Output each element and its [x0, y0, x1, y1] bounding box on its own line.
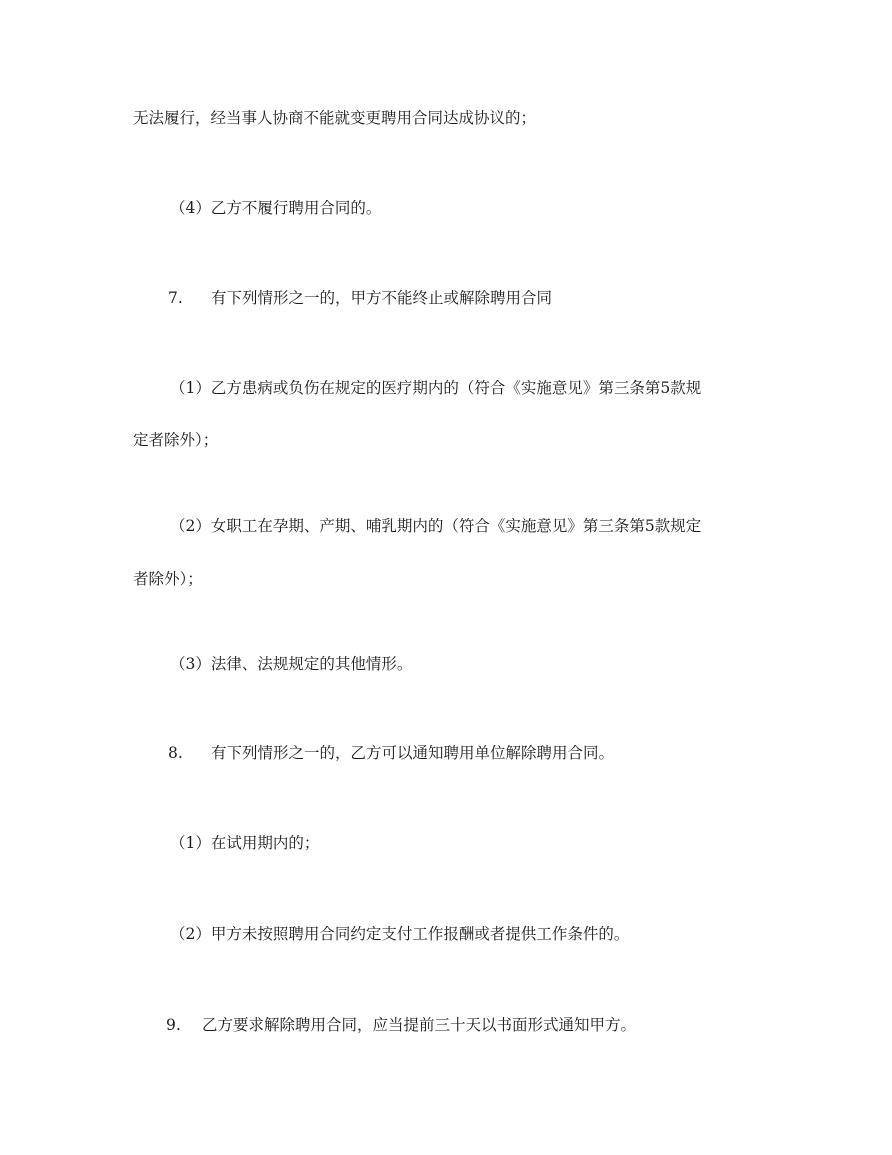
paragraph-line: （4）乙方不履行聘用合同的。 [170, 199, 382, 217]
paragraph-line: 有下列情形之一的，甲方不能终止或解除聘用合同 [211, 289, 553, 307]
paragraph-line: 定者除外）； [133, 431, 219, 449]
paragraph-line: （1）乙方患病或负伤在规定的医疗期内的（符合《实施意见》第三条第5款规 [170, 379, 702, 397]
paragraph-line: 乙方要求解除聘用合同，应当提前三十天以书面形式通知甲方。 [202, 1016, 637, 1034]
paragraph-line: （2）甲方未按照聘用合同约定支付工作报酬或者提供工作条件的。 [170, 925, 630, 943]
paragraph-line: （2）女职工在孕期、产期、哺乳期内的（符合《实施意见》第三条第5款规定 [170, 517, 702, 535]
clause-number: 7. [168, 289, 183, 307]
paragraph-line: 无法履行，经当事人协商不能就变更聘用合同达成协议的； [133, 109, 537, 127]
paragraph-line: （3）法律、法规规定的其他情形。 [170, 655, 413, 673]
paragraph-line: 有下列情形之一的，乙方可以通知聘用单位解除聘用合同。 [211, 744, 615, 762]
paragraph-line: 者除外）； [133, 570, 203, 588]
paragraph-line: （1）在试用期内的； [170, 834, 320, 852]
clause-number: 8. [168, 744, 183, 762]
clause-number: 9. [166, 1016, 181, 1034]
